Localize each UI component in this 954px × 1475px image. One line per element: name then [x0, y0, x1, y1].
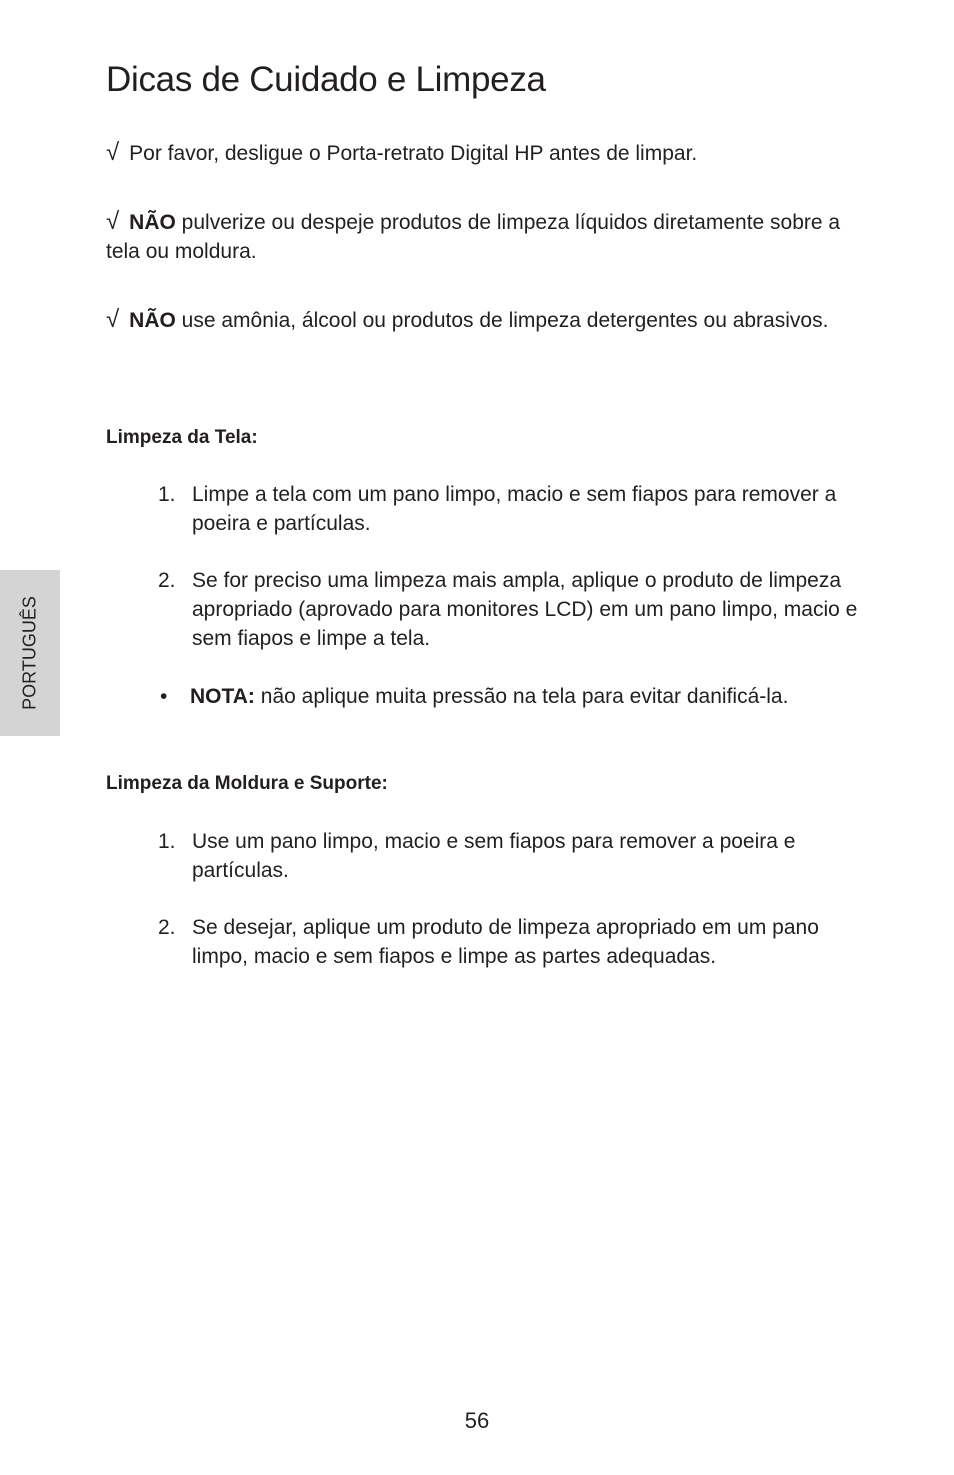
note-text: não aplique muita pressão na tela para evitar danificá-la. [254, 685, 789, 708]
language-side-tab [0, 570, 60, 736]
page-number: 56 [464, 1408, 490, 1433]
check-icon: √ [106, 306, 120, 333]
tip-no-spray [106, 207, 858, 266]
step-number: 2. [158, 569, 176, 592]
check-icon: √ [106, 139, 120, 166]
tip-emphasis: NÃO [129, 309, 176, 332]
note-label: NOTA: [190, 685, 255, 708]
language-label: PORTUGUÊS [19, 596, 40, 710]
page-title: Dicas de Cuidado e Limpeza [106, 60, 546, 99]
check-icon: √ [106, 208, 120, 235]
step-text: Se desejar, aplique um produto de limpeza apropriado em um pano limpo, macio e sem fiapos e limpe as partes adequadas. [192, 916, 819, 968]
step-text: Use um pano limpo, macio e sem fiapos para remover a poeira e partículas. [192, 830, 796, 882]
tip-text: use amônia, álcool ou produtos de limpeza detergentes ou abrasivos. [175, 309, 829, 332]
step-number: 1. [158, 830, 176, 853]
screen-step-1 [158, 480, 858, 538]
step-text: Limpe a tela com um pano limpo, macio e sem fiapos para remover a poeira e partículas. [192, 483, 837, 535]
tip-emphasis: NÃO [129, 211, 176, 234]
frame-step-1 [158, 827, 858, 885]
tip-power-off [106, 138, 858, 168]
tip-text: pulverize ou despeje produtos de limpeza líquidos diretamente sobre a tela ou moldura. [106, 211, 841, 263]
screen-step-2 [158, 566, 858, 653]
bullet-icon: • [160, 685, 168, 708]
screen-cleaning-heading: Limpeza da Tela: [106, 427, 258, 448]
step-number: 2. [158, 916, 176, 939]
tip-no-ammonia [106, 305, 858, 335]
frame-step-2 [158, 913, 858, 971]
screen-note [160, 682, 850, 711]
frame-cleaning-heading: Limpeza da Moldura e Suporte: [106, 773, 388, 794]
tip-text: Por favor, desligue o Porta-retrato Digital HP antes de limpar. [129, 142, 698, 165]
step-number: 1. [158, 483, 176, 506]
step-text: Se for preciso uma limpeza mais ampla, aplique o produto de limpeza apropriado (aprovado para monitores LCD) em um pano limpo, macio e sem fiapos e limpe a tela. [192, 569, 858, 650]
